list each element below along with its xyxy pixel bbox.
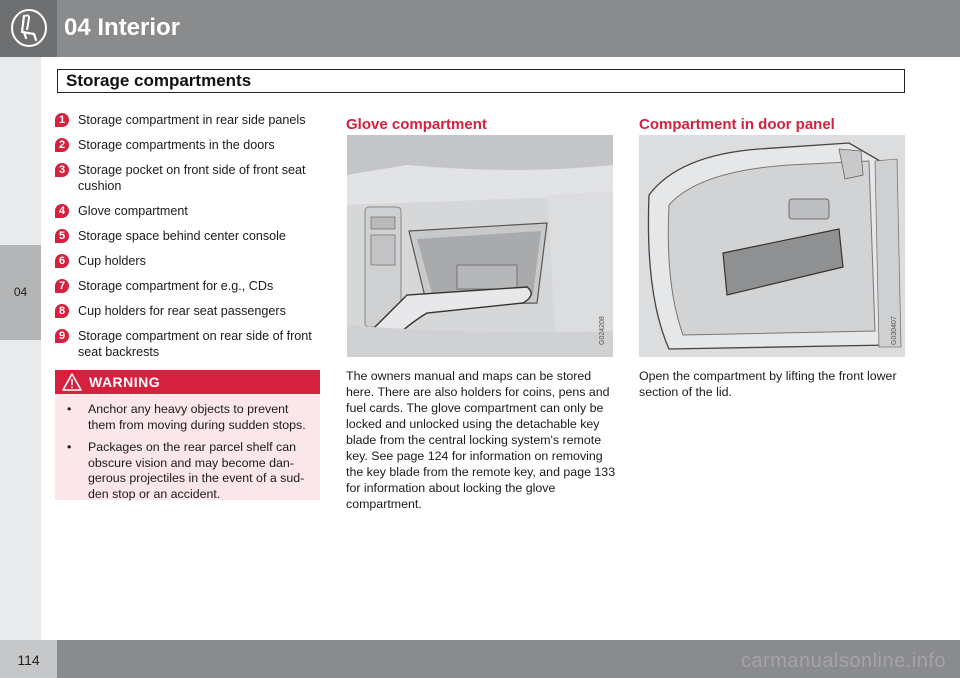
list-item-text: Glove compartment xyxy=(78,204,188,218)
seat-icon xyxy=(10,8,48,48)
list-item xyxy=(55,112,325,128)
list-item-text: Storage compartment for e.g., CDs xyxy=(78,279,274,293)
list-item xyxy=(55,137,325,153)
callout-number: 2 xyxy=(55,138,69,152)
figure-code: G024208 xyxy=(599,316,606,345)
storage-list xyxy=(55,112,325,369)
callout-number: 3 xyxy=(55,163,69,177)
glove-compartment-illustration xyxy=(347,135,613,357)
watermark: carmanualsonline.info xyxy=(740,650,946,672)
page-number: 114 xyxy=(17,652,40,668)
chapter-header xyxy=(0,0,960,57)
list-item xyxy=(55,203,325,219)
chapter-title: 04 Interior xyxy=(64,14,181,41)
callout-number: 8 xyxy=(55,304,69,318)
glove-compartment-figure xyxy=(347,135,613,357)
warning-box xyxy=(55,370,320,500)
list-item xyxy=(55,278,325,294)
callout-number: 1 xyxy=(55,113,69,127)
warning-triangle-icon xyxy=(61,372,83,392)
warning-title: WARNING xyxy=(89,374,161,390)
door-compartment-figure xyxy=(639,135,905,357)
list-item-text: Storage compartment in rear side panels xyxy=(78,113,306,127)
callout-number: 9 xyxy=(55,329,69,343)
list-item-text: Storage space behind center console xyxy=(78,229,286,243)
callout-number: 7 xyxy=(55,279,69,293)
list-item-text: Cup holders for rear seat passengers xyxy=(78,304,286,318)
door-compartment-text: Open the compartment by lifting the front lower section of the lid. xyxy=(639,369,897,399)
chapter-icon-box xyxy=(0,0,57,57)
door-compartment-title: Compartment in door panel xyxy=(639,116,835,133)
page-number-box xyxy=(0,640,57,678)
list-item xyxy=(55,162,325,194)
warning-header xyxy=(55,370,320,394)
warning-list xyxy=(55,402,320,502)
section-title-bar xyxy=(57,69,905,93)
list-item-text: Storage compartment on rear side of front seat backrests xyxy=(78,329,312,359)
page-footer xyxy=(0,640,960,678)
list-item-text: Cup holders xyxy=(78,254,146,268)
list-item xyxy=(55,303,325,319)
list-item xyxy=(55,253,325,269)
section-title: Storage compartments xyxy=(66,71,252,90)
door-panel-illustration xyxy=(639,135,905,357)
glove-compartment-text: The owners manual and maps can be stored here. There are also holders for coins, pens and fuel cards. The glove compartment can only be locked and unlocked using the detachable key blade from the central locking system's remote key. See page 124 for information on removing the key blade from the remote key, and page 133 for information about locking the glove compartment. xyxy=(346,369,616,511)
list-item-text: Storage compartments in the doors xyxy=(78,138,275,152)
sidebar-strip xyxy=(0,57,41,640)
callout-number: 6 xyxy=(55,254,69,268)
callout-number: 4 xyxy=(55,204,69,218)
warning-item: • Anchor any heavy objects to prevent them from moving during sudden stops. xyxy=(55,402,320,433)
list-item xyxy=(55,228,325,244)
glove-compartment-title: Glove compartment xyxy=(346,116,487,133)
figure-code: G030407 xyxy=(891,316,898,345)
list-item xyxy=(55,328,325,360)
warning-item: • Packages on the rear parcel shelf can obscure vision and may become dan-gerous projectiles in the event of a sud-den stop or an accident. xyxy=(55,440,320,502)
list-item-text: Storage pocket on front side of front seat cushion xyxy=(78,163,306,193)
callout-number: 5 xyxy=(55,229,69,243)
chapter-tab xyxy=(0,245,41,340)
chapter-tab-label: 04 xyxy=(13,285,28,299)
